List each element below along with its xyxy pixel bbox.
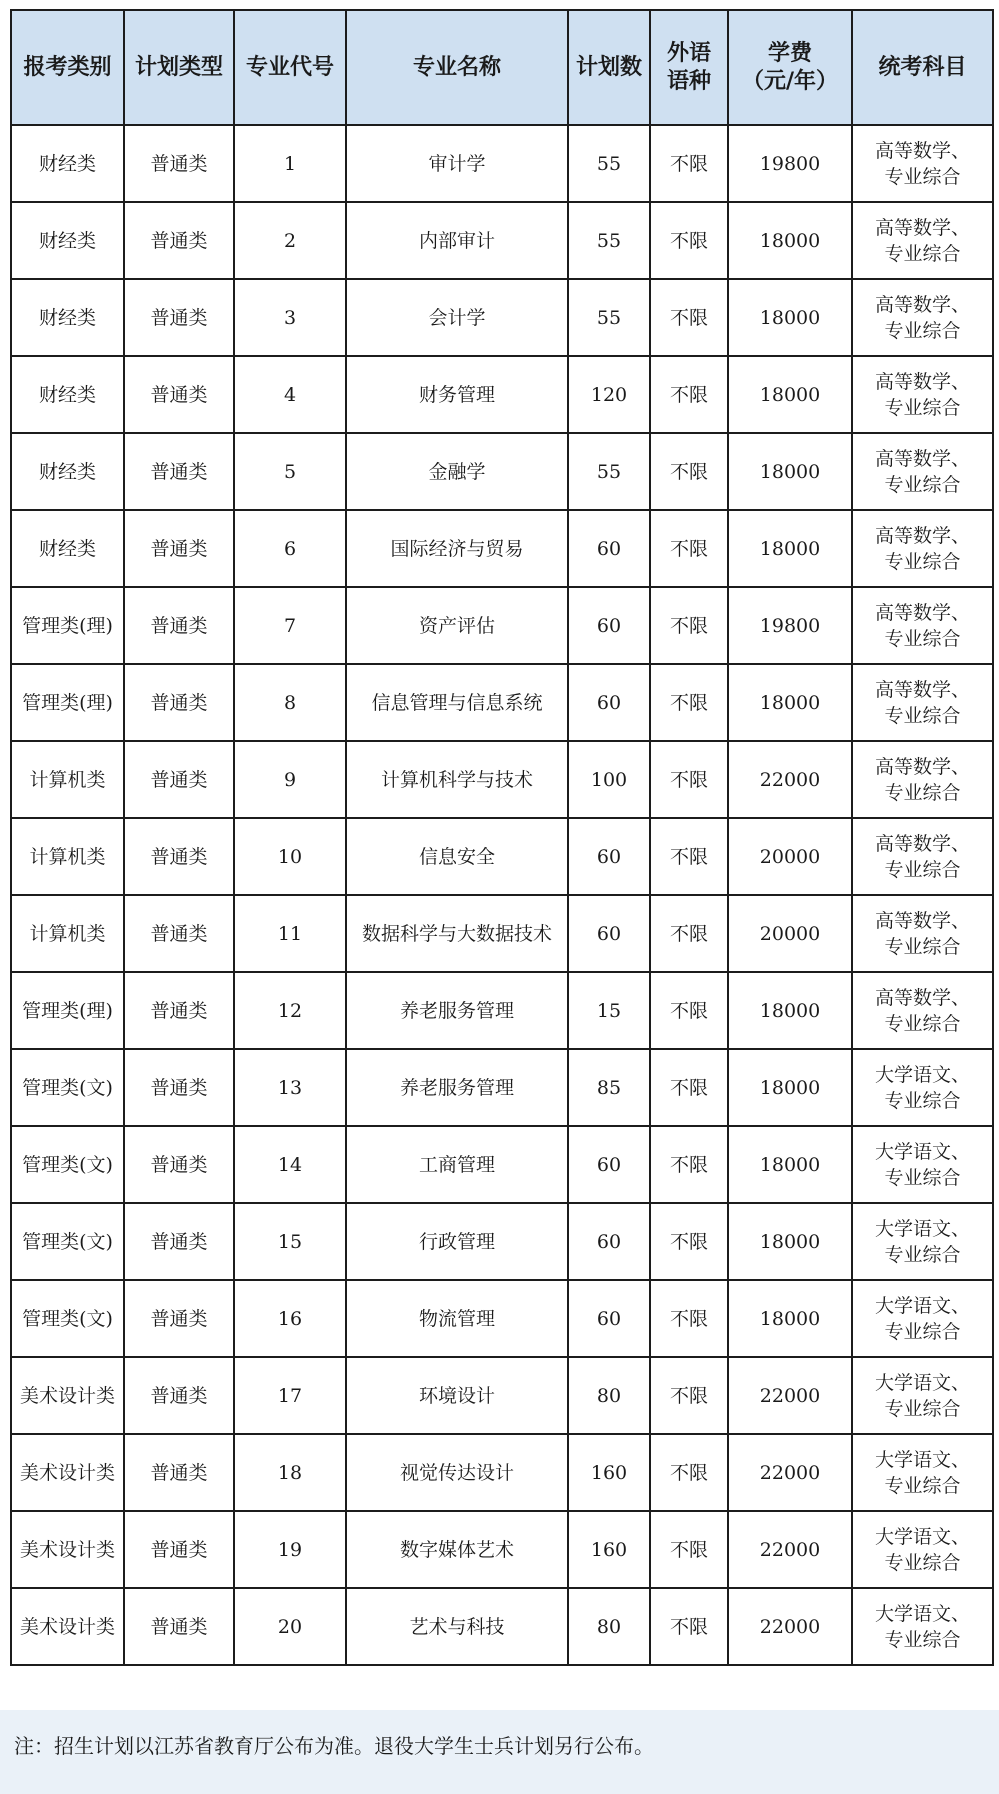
exam-subject-line: 大学语文、 [874,1525,970,1548]
cell-major-code: 7 [234,587,346,664]
cell-quota: 60 [568,1126,650,1203]
header-label-line: 计划类型 [134,54,223,80]
cell-exam-subjects [852,1357,993,1434]
cell-category: 财经类 [11,279,124,356]
exam-subject-line: 大学语文、 [874,1602,970,1625]
table-row [11,433,993,510]
cell-major-code: 6 [234,510,346,587]
header-row [11,10,993,125]
header-label-line: 专业名称 [412,54,501,80]
cell-category: 美术设计类 [11,1511,124,1588]
cell-quota: 60 [568,895,650,972]
exam-subject-line: 高等数学、 [874,678,970,701]
cell-tuition: 18000 [728,1049,852,1126]
cell-major-name: 内部审计 [346,202,568,279]
cell-language: 不限 [650,1280,728,1357]
cell-major-name: 数据科学与大数据技术 [346,895,568,972]
cell-tuition: 18000 [728,972,852,1049]
cell-language: 不限 [650,1357,728,1434]
cell-quota: 60 [568,1203,650,1280]
table-row [11,587,993,664]
cell-major-name: 物流管理 [346,1280,568,1357]
table-row [11,1049,993,1126]
cell-major-name: 金融学 [346,433,568,510]
table-row [11,1357,993,1434]
header-category [11,10,124,125]
cell-category: 财经类 [11,125,124,202]
exam-subject-line: 高等数学、 [874,370,970,393]
cell-quota: 120 [568,356,650,433]
cell-major-name: 视觉传达设计 [346,1434,568,1511]
header-major-name [346,10,568,125]
exam-subject-line: 专业综合 [884,858,961,881]
cell-category: 管理类(文) [11,1203,124,1280]
exam-subject-line: 专业综合 [884,242,961,265]
exam-subject-line: 专业综合 [884,165,961,188]
cell-plan-type: 普通类 [124,972,234,1049]
cell-category: 管理类(理) [11,664,124,741]
cell-plan-type: 普通类 [124,741,234,818]
cell-exam-subjects [852,510,993,587]
table-row [11,972,993,1049]
cell-major-name: 信息管理与信息系统 [346,664,568,741]
header-label-line: 学费 [767,40,812,66]
cell-language: 不限 [650,818,728,895]
cell-category: 管理类(理) [11,972,124,1049]
table-row [11,895,993,972]
cell-exam-subjects [852,587,993,664]
header-label-line: 专业代号 [245,54,334,80]
exam-subject-line: 大学语文、 [874,1217,970,1240]
exam-subject-line: 专业综合 [884,1166,961,1189]
cell-major-code: 19 [234,1511,346,1588]
cell-major-name: 养老服务管理 [346,1049,568,1126]
cell-major-code: 11 [234,895,346,972]
cell-major-code: 8 [234,664,346,741]
exam-subject-line: 专业综合 [884,396,961,419]
table-row [11,202,993,279]
cell-plan-type: 普通类 [124,510,234,587]
cell-quota: 60 [568,818,650,895]
cell-quota: 60 [568,664,650,741]
cell-language: 不限 [650,587,728,664]
table-row [11,1126,993,1203]
cell-tuition: 20000 [728,818,852,895]
cell-quota: 100 [568,741,650,818]
table-row [11,1280,993,1357]
header-label-line: （元/年） [741,68,839,94]
cell-tuition: 22000 [728,741,852,818]
cell-plan-type: 普通类 [124,1434,234,1511]
cell-plan-type: 普通类 [124,818,234,895]
cell-plan-type: 普通类 [124,1126,234,1203]
cell-language: 不限 [650,895,728,972]
cell-plan-type: 普通类 [124,1049,234,1126]
header-label-line: 统考科目 [878,54,967,80]
cell-quota: 85 [568,1049,650,1126]
cell-major-code: 12 [234,972,346,1049]
cell-major-name: 艺术与科技 [346,1588,568,1665]
cell-category: 管理类(理) [11,587,124,664]
cell-major-code: 15 [234,1203,346,1280]
exam-subject-line: 大学语文、 [874,1063,970,1086]
cell-major-code: 1 [234,125,346,202]
cell-language: 不限 [650,1434,728,1511]
table-row [11,1511,993,1588]
table-row [11,279,993,356]
cell-major-name: 信息安全 [346,818,568,895]
note-box [0,1710,999,1794]
cell-plan-type: 普通类 [124,895,234,972]
cell-category: 财经类 [11,433,124,510]
cell-exam-subjects [852,279,993,356]
cell-major-name: 国际经济与贸易 [346,510,568,587]
table-row [11,741,993,818]
header-plan-type [124,10,234,125]
cell-quota: 160 [568,1434,650,1511]
cell-major-code: 2 [234,202,346,279]
exam-subject-line: 大学语文、 [874,1448,970,1471]
exam-subject-line: 高等数学、 [874,832,970,855]
header-major-code [234,10,346,125]
cell-tuition: 18000 [728,279,852,356]
exam-subject-line: 专业综合 [884,319,961,342]
cell-quota: 80 [568,1357,650,1434]
cell-tuition: 22000 [728,1588,852,1665]
exam-subject-line: 高等数学、 [874,216,970,239]
header-exam-subjects [852,10,993,125]
exam-subject-line: 高等数学、 [874,755,970,778]
cell-exam-subjects [852,895,993,972]
cell-exam-subjects [852,125,993,202]
cell-major-code: 3 [234,279,346,356]
table-row [11,818,993,895]
cell-tuition: 18000 [728,1126,852,1203]
cell-exam-subjects [852,202,993,279]
cell-category: 财经类 [11,356,124,433]
cell-tuition: 22000 [728,1511,852,1588]
cell-tuition: 19800 [728,125,852,202]
cell-major-name: 审计学 [346,125,568,202]
cell-major-code: 18 [234,1434,346,1511]
cell-quota: 55 [568,125,650,202]
cell-major-name: 计算机科学与技术 [346,741,568,818]
cell-language: 不限 [650,1511,728,1588]
cell-quota: 55 [568,279,650,356]
cell-tuition: 18000 [728,356,852,433]
cell-category: 美术设计类 [11,1588,124,1665]
cell-major-code: 14 [234,1126,346,1203]
exam-subject-line: 专业综合 [884,1551,961,1574]
cell-category: 管理类(文) [11,1280,124,1357]
cell-tuition: 22000 [728,1434,852,1511]
exam-subject-line: 高等数学、 [874,293,970,316]
exam-subject-line: 专业综合 [884,627,961,650]
cell-exam-subjects [852,356,993,433]
table-row [11,356,993,433]
cell-plan-type: 普通类 [124,1357,234,1434]
table-row [11,664,993,741]
cell-exam-subjects [852,1434,993,1511]
cell-major-code: 9 [234,741,346,818]
cell-plan-type: 普通类 [124,664,234,741]
exam-subject-line: 大学语文、 [874,1140,970,1163]
exam-subject-line: 专业综合 [884,1397,961,1420]
table-row [11,510,993,587]
table-row [11,1588,993,1665]
cell-tuition: 18000 [728,664,852,741]
cell-category: 美术设计类 [11,1357,124,1434]
table-row [11,1203,993,1280]
exam-subject-line: 专业综合 [884,704,961,727]
cell-tuition: 18000 [728,1203,852,1280]
exam-subject-line: 专业综合 [884,935,961,958]
cell-tuition: 18000 [728,1280,852,1357]
cell-tuition: 18000 [728,202,852,279]
header-label-line: 语种 [666,68,711,94]
header-label-line: 计划数 [575,54,642,80]
cell-language: 不限 [650,1588,728,1665]
cell-major-code: 20 [234,1588,346,1665]
cell-exam-subjects [852,1280,993,1357]
footnote: 注：招生计划以江苏省教育厅公布为准。退役大学生士兵计划另行公布。 [14,1734,654,1758]
cell-tuition: 20000 [728,895,852,972]
cell-quota: 55 [568,433,650,510]
header-language [650,10,728,125]
exam-subject-line: 高等数学、 [874,139,970,162]
exam-subject-line: 高等数学、 [874,447,970,470]
cell-language: 不限 [650,741,728,818]
cell-tuition: 18000 [728,433,852,510]
cell-language: 不限 [650,1049,728,1126]
cell-category: 管理类(文) [11,1049,124,1126]
cell-quota: 55 [568,202,650,279]
cell-language: 不限 [650,972,728,1049]
cell-plan-type: 普通类 [124,1280,234,1357]
cell-plan-type: 普通类 [124,433,234,510]
cell-language: 不限 [650,1126,728,1203]
exam-subject-line: 大学语文、 [874,1294,970,1317]
table-row [11,1434,993,1511]
cell-category: 管理类(文) [11,1126,124,1203]
table-row [11,125,993,202]
exam-subject-line: 专业综合 [884,1243,961,1266]
exam-subject-line: 专业综合 [884,473,961,496]
exam-subject-line: 高等数学、 [874,601,970,624]
header-label-line: 报考类别 [23,54,112,80]
header-label-line: 外语 [666,40,711,66]
table-header [11,10,993,125]
cell-category: 计算机类 [11,741,124,818]
cell-quota: 60 [568,587,650,664]
cell-language: 不限 [650,664,728,741]
exam-subject-line: 专业综合 [884,550,961,573]
cell-quota: 160 [568,1511,650,1588]
cell-major-name: 财务管理 [346,356,568,433]
cell-major-name: 工商管理 [346,1126,568,1203]
cell-exam-subjects [852,433,993,510]
cell-exam-subjects [852,741,993,818]
exam-subject-line: 专业综合 [884,781,961,804]
exam-subject-line: 高等数学、 [874,909,970,932]
cell-plan-type: 普通类 [124,125,234,202]
cell-plan-type: 普通类 [124,1588,234,1665]
exam-subject-line: 专业综合 [884,1474,961,1497]
cell-quota: 60 [568,510,650,587]
header-quota [568,10,650,125]
cell-language: 不限 [650,279,728,356]
cell-quota: 80 [568,1588,650,1665]
cell-major-name: 会计学 [346,279,568,356]
cell-category: 计算机类 [11,895,124,972]
cell-exam-subjects [852,1588,993,1665]
cell-language: 不限 [650,356,728,433]
cell-tuition: 22000 [728,1357,852,1434]
cell-major-code: 16 [234,1280,346,1357]
cell-language: 不限 [650,125,728,202]
cell-exam-subjects [852,818,993,895]
cell-exam-subjects [852,1511,993,1588]
cell-language: 不限 [650,510,728,587]
cell-major-name: 环境设计 [346,1357,568,1434]
cell-category: 美术设计类 [11,1434,124,1511]
cell-major-name: 数字媒体艺术 [346,1511,568,1588]
cell-exam-subjects [852,1203,993,1280]
cell-exam-subjects [852,1126,993,1203]
cell-quota: 60 [568,1280,650,1357]
cell-language: 不限 [650,202,728,279]
cell-major-name: 资产评估 [346,587,568,664]
exam-subject-line: 专业综合 [884,1628,961,1651]
exam-subject-line: 高等数学、 [874,524,970,547]
cell-plan-type: 普通类 [124,1511,234,1588]
cell-major-code: 13 [234,1049,346,1126]
cell-major-name: 行政管理 [346,1203,568,1280]
cell-exam-subjects [852,1049,993,1126]
table-body [11,125,993,1665]
cell-category: 财经类 [11,202,124,279]
enrollment-plan-table [10,9,994,1666]
cell-major-code: 5 [234,433,346,510]
cell-plan-type: 普通类 [124,279,234,356]
cell-tuition: 18000 [728,510,852,587]
cell-quota: 15 [568,972,650,1049]
exam-subject-line: 专业综合 [884,1012,961,1035]
cell-exam-subjects [852,664,993,741]
exam-subject-line: 大学语文、 [874,1371,970,1394]
cell-major-code: 17 [234,1357,346,1434]
cell-category: 计算机类 [11,818,124,895]
exam-subject-line: 高等数学、 [874,986,970,1009]
cell-major-code: 10 [234,818,346,895]
cell-plan-type: 普通类 [124,1203,234,1280]
cell-plan-type: 普通类 [124,587,234,664]
cell-language: 不限 [650,433,728,510]
cell-plan-type: 普通类 [124,202,234,279]
cell-tuition: 19800 [728,587,852,664]
header-tuition [728,10,852,125]
cell-plan-type: 普通类 [124,356,234,433]
cell-language: 不限 [650,1203,728,1280]
cell-exam-subjects [852,972,993,1049]
exam-subject-line: 专业综合 [884,1089,961,1112]
cell-category: 财经类 [11,510,124,587]
cell-major-name: 养老服务管理 [346,972,568,1049]
exam-subject-line: 专业综合 [884,1320,961,1343]
cell-major-code: 4 [234,356,346,433]
